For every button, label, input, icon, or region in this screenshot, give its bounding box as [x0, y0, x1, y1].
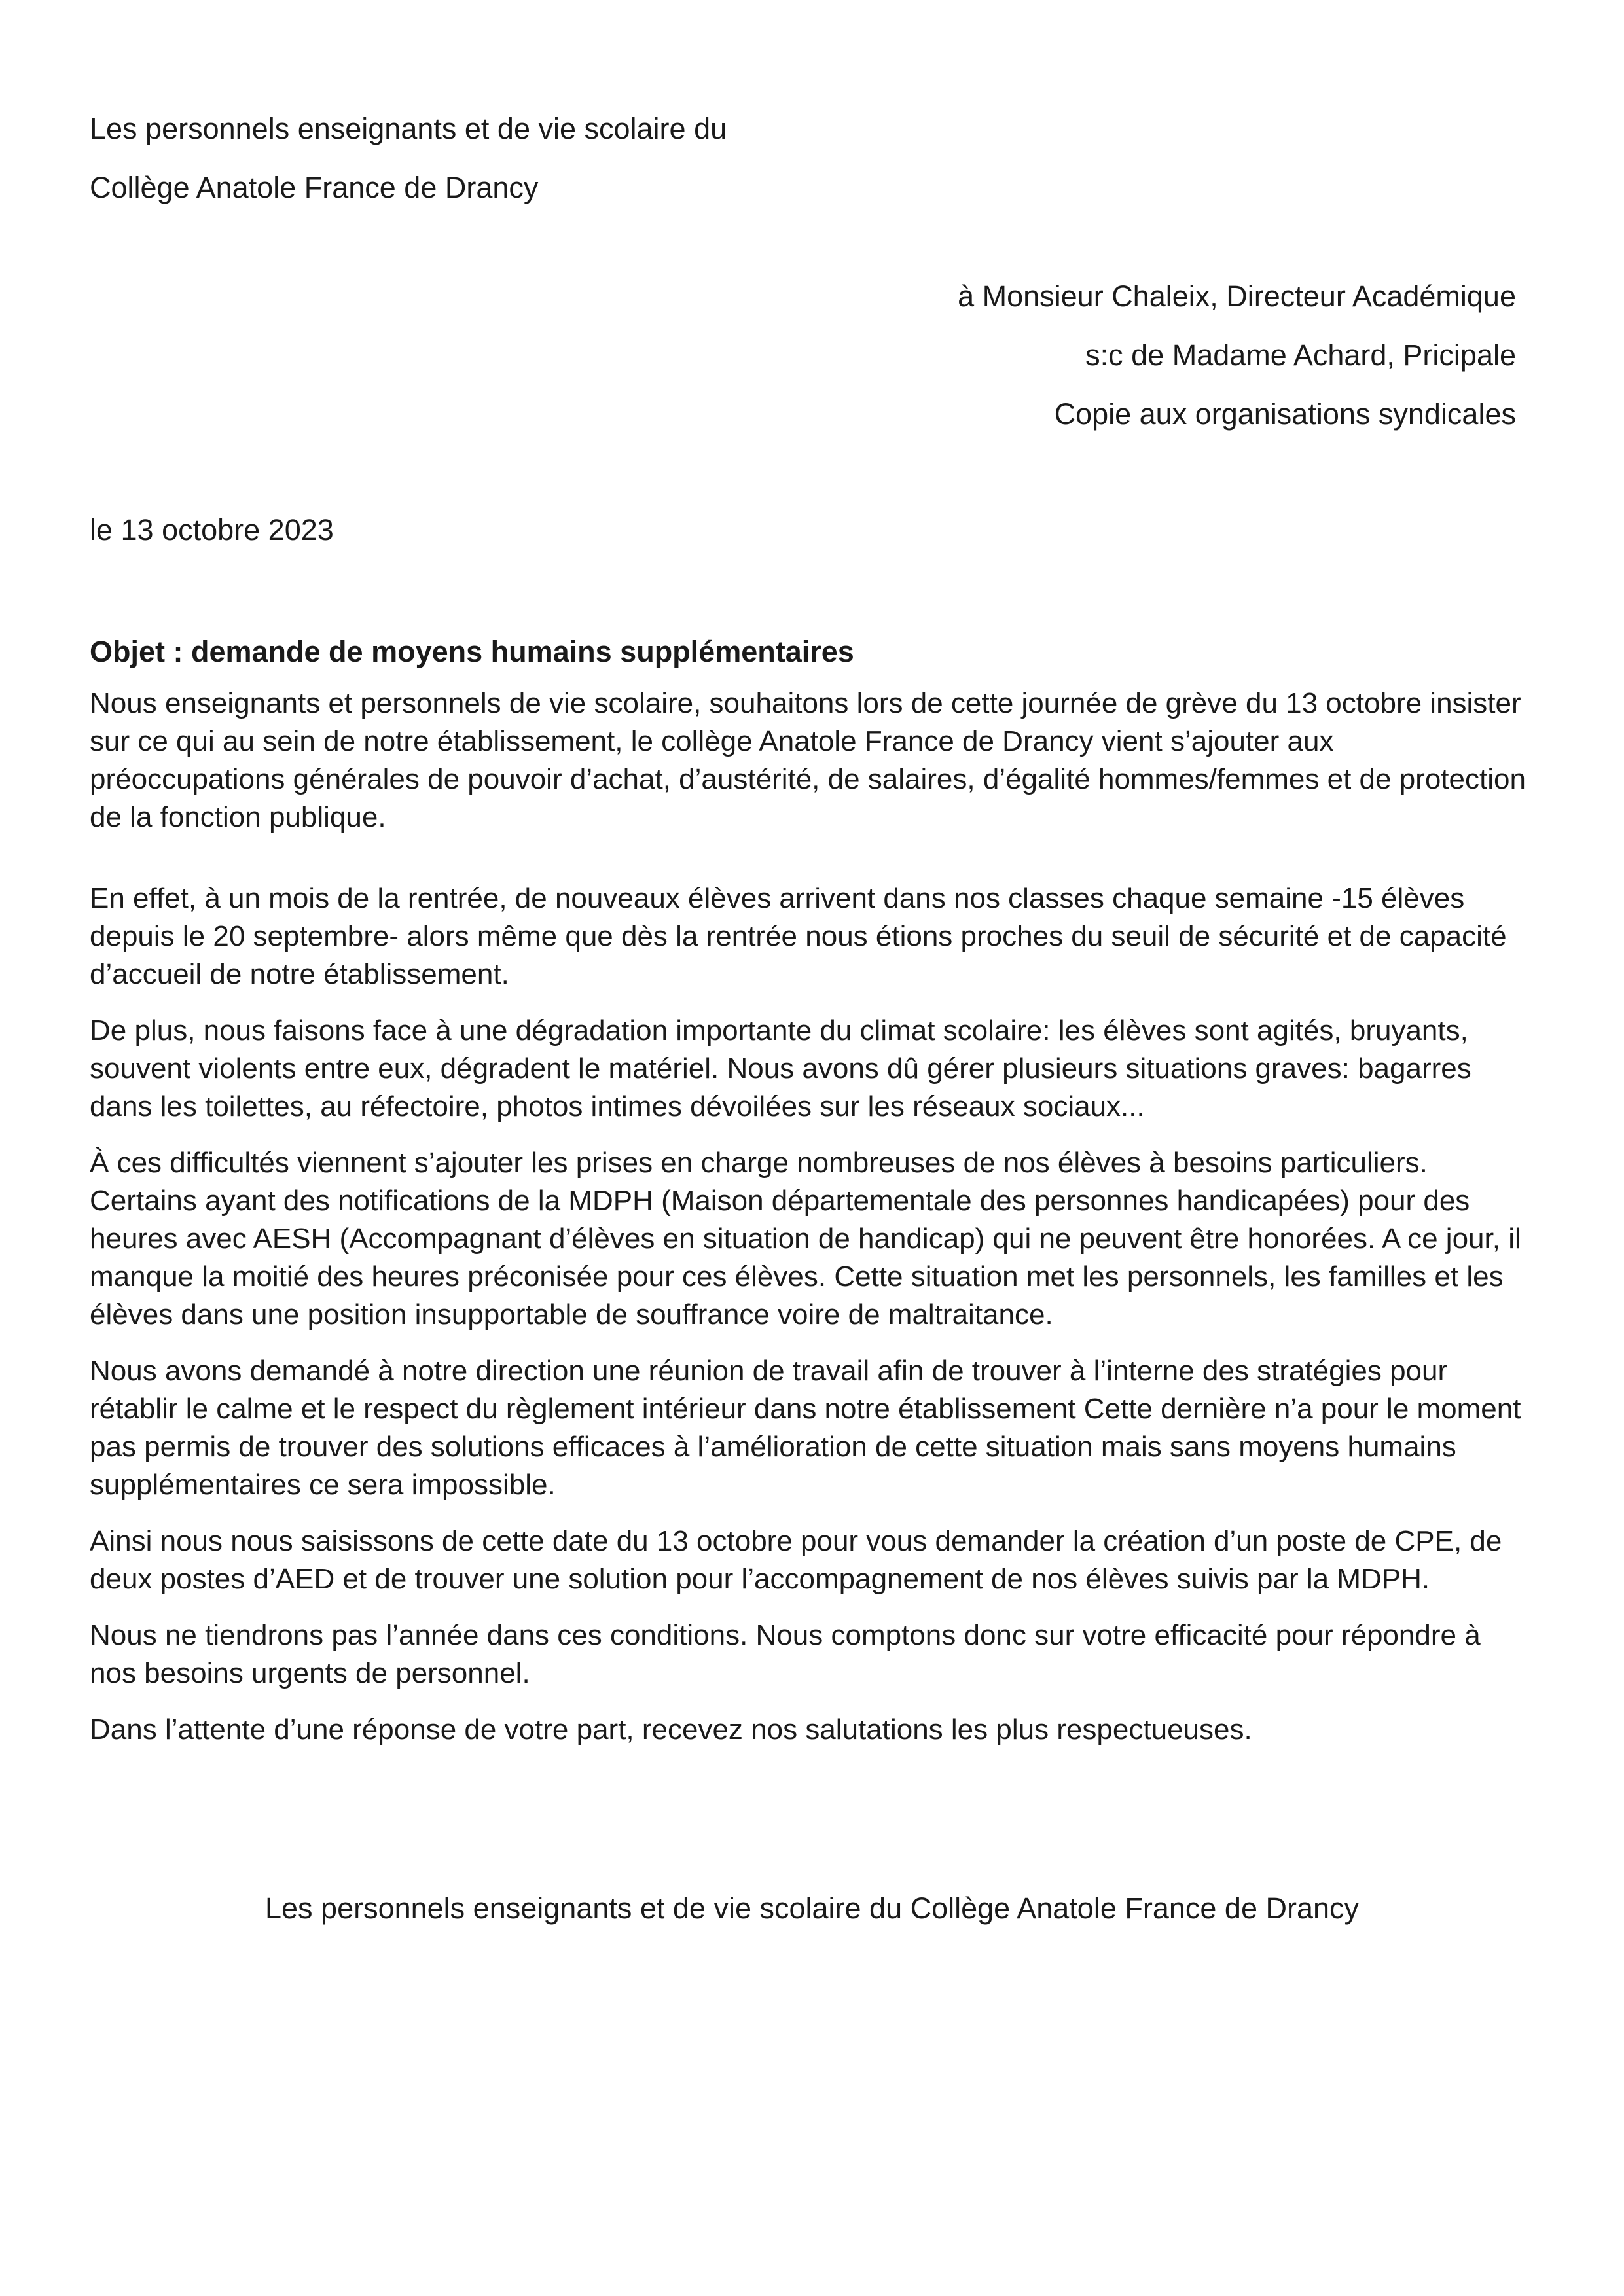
- body-paragraph-1: Nous enseignants et personnels de vie scolaire, souhaitons lors de cette journée de grève du 13 octobre insister sur ce qui au sein de notre établissement, le collège Anatole France de Drancy vient s’ajouter aux préoccupations générales de pouvoir d’achat, d’austérité, de salaires, d’égalité hommes/femmes et de protection de la fonction publique.: [90, 687, 1526, 833]
- recipient-line-2: s:c de Madame Achard, Pricipale: [1085, 338, 1516, 372]
- body-paragraph-6: Ainsi nous nous saisissons de cette date du 13 octobre pour vous demander la création d’un poste de CPE, de deux postes d’AED et de trouver une solution pour l’accompagnement de nos élèves suivis par la MDPH.: [90, 1525, 1502, 1595]
- letter-subject: Objet : demande de moyens humains supplémentaires: [90, 635, 854, 668]
- letter-body: [90, 685, 1526, 1767]
- body-paragraph-5: Nous avons demandé à notre direction une réunion de travail afin de trouver à l’interne des stratégies pour rétablir le calme et le respect du règlement intérieur dans notre établissement Cette dernière n’a pour le moment pas permis de trouver des solutions efficaces à l’amélioration de cette situation mais sans moyens humains supplémentaires ce sera impossible.: [90, 1355, 1521, 1501]
- recipient-line-3: Copie aux organisations syndicales: [1054, 397, 1516, 431]
- body-paragraph-8: Dans l’attente d’une réponse de votre part, recevez nos salutations les plus respectueuses.: [90, 1713, 1252, 1746]
- recipient-line-1: à Monsieur Chaleix, Directeur Académique: [958, 279, 1516, 313]
- sender-line-1: Les personnels enseignants et de vie scolaire du: [90, 112, 727, 145]
- body-paragraph-3: De plus, nous faisons face à une dégradation importante du climat scolaire: les élèves sont agités, bruyants, souvent violents entre eux, dégradent le matériel. Nous avons dû gérer plusieurs situations graves: bagarres dans les toilettes, au réfectoire, photos intimes dévoilées sur les réseaux sociaux...: [90, 1014, 1471, 1122]
- body-paragraph-7: Nous ne tiendrons pas l’année dans ces conditions. Nous comptons donc sur votre efficacité pour répondre à nos besoins urgents de personnel.: [90, 1619, 1481, 1689]
- body-paragraph-2: En effet, à un mois de la rentrée, de nouveaux élèves arrivent dans nos classes chaque semaine -15 élèves depuis le 20 septembre- alors même que dès la rentrée nous étions proches du seuil de sécurité et de capacité d’accueil de notre établissement.: [90, 882, 1507, 990]
- sender-line-2: Collège Anatole France de Drancy: [90, 171, 539, 204]
- sender-block: [90, 99, 727, 217]
- letter-signature: Les personnels enseignants et de vie scolaire du Collège Anatole France de Drancy: [264, 1892, 1360, 1925]
- letter-date: le 13 octobre 2023: [90, 513, 334, 547]
- body-paragraph-4: À ces difficultés viennent s’ajouter les prises en charge nombreuses de nos élèves à besoins particuliers. Certains ayant des notifications de la MDPH (Maison départementale des personnes handicapées) pour des heures avec AESH (Accompagnant d’élèves en situation de handicap) qui ne peuvent être honorées. A ce jour, il manque la moitié des heures préconisée pour ces élèves. Cette situation met les personnels, les familles et les élèves dans une position insupportable de souffrance voire de maltraitance.: [90, 1147, 1521, 1331]
- recipient-block: [958, 267, 1516, 444]
